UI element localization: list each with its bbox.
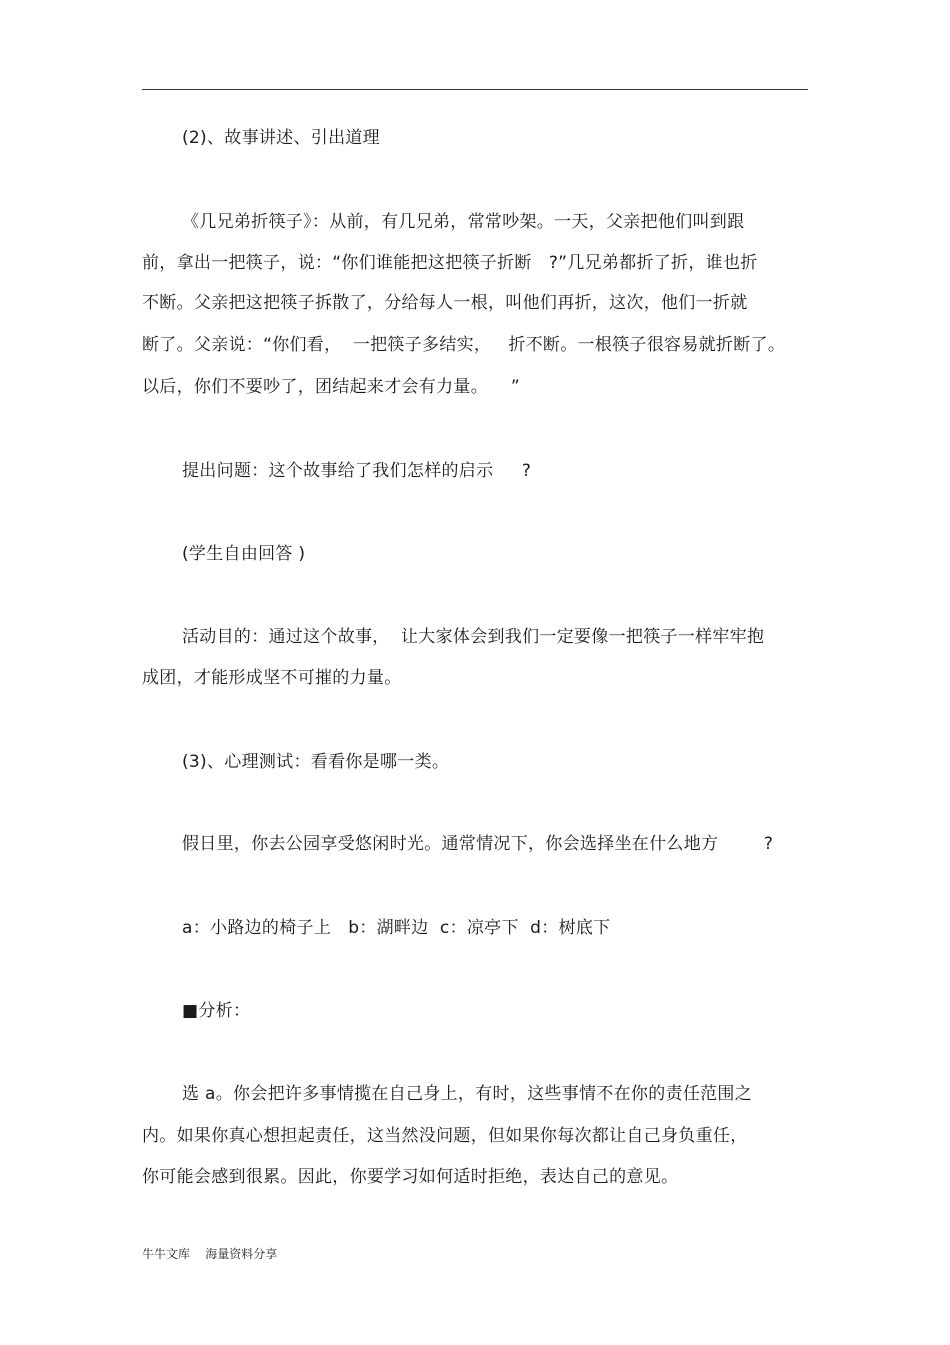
analysis-a-line-1: 选 a。你会把许多事情揽在自己身上，有时，这些事情不在你的责任范围之 xyxy=(182,1084,753,1104)
section-heading-3: (3)、心理测试：看看你是哪一类。 xyxy=(182,752,450,772)
story-line-2: 前，拿出一把筷子，说：“你们谁能把这把筷子折断 ?”几兄弟都折了折，谁也折 xyxy=(142,253,758,273)
footer-text: 牛牛文库 海量资料分享 xyxy=(142,1247,278,1261)
options-text: a：小路边的椅子上 b：湖畔边 c：凉亭下 d：树底下 xyxy=(182,918,611,938)
story-line-4: 断了。父亲说：“你们看， 一把筷子多结实， 折不断。一根筷子很容易就折断了。 xyxy=(142,335,786,355)
answer-note: (学生自由回答 ) xyxy=(182,544,306,564)
question-text: 提出问题：这个故事给了我们怎样的启示 ? xyxy=(182,461,532,481)
scenario-text: 假日里，你去公园享受悠闲时光。通常情况下，你会选择坐在什么地方 ? xyxy=(182,834,774,854)
analysis-a-line-2: 内。如果你真心想担起责任，这当然没问题，但如果你每次都让自己身负重任， xyxy=(142,1126,748,1146)
header-rule xyxy=(142,89,808,90)
story-line-1: 《几兄弟折筷子》：从前，有几兄弟，常常吵架。一天，父亲把他们叫到跟 xyxy=(182,212,745,232)
analysis-label: ■分析： xyxy=(182,1001,251,1021)
analysis-a-line-3: 你可能会感到很累。因此，你要学习如何适时拒绝，表达自己的意见。 xyxy=(142,1167,679,1187)
story-line-5: 以后，你们不要吵了，团结起来才会有力量。 ” xyxy=(142,377,520,397)
purpose-line-1: 活动目的：通过这个故事， 让大家体会到我们一定要像一把筷子一样牢牢抱 xyxy=(182,627,765,647)
section-heading-2: (2)、故事讲述、引出道理 xyxy=(182,128,380,148)
story-line-3: 不断。父亲把这把筷子拆散了，分给每人一根，叫他们再折，这次，他们一折就 xyxy=(142,293,748,313)
purpose-line-2: 成团，才能形成坚不可摧的力量。 xyxy=(142,668,402,688)
